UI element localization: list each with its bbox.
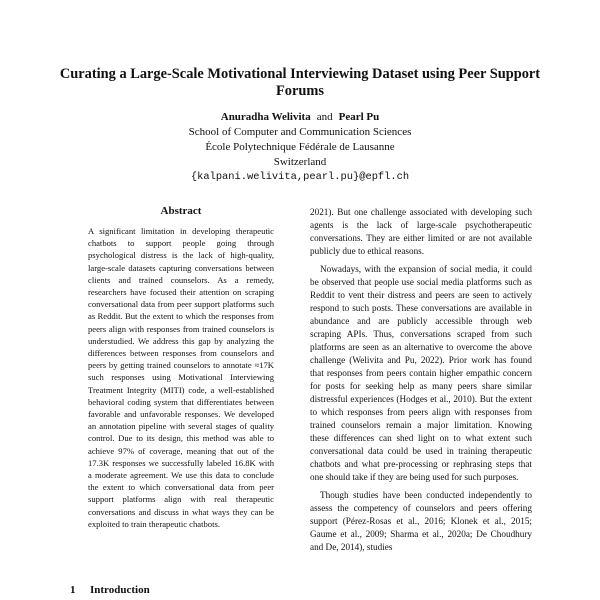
section-heading-introduction bbox=[70, 584, 150, 596]
section-number: 1 bbox=[70, 584, 76, 596]
author-names bbox=[40, 110, 560, 125]
paragraph-prior-studies: Though studies have been conducted independently to assess the competency of counselors and peers offering support (Pérez-Rosas et al., 2016; Klonek et al., 2015; Gaume et al., 2009; Sharma et al., 2020a; De Choudhury and De, 2014), studies bbox=[310, 490, 532, 552]
affiliation-line-2: École Polytechnique Fédérale de Lausanne bbox=[205, 141, 395, 153]
paragraph-continued: 2021). But one challenge associated with developing such agents is the lack of large-scale psychotherapeutic conversations. They are either limited or are not available publicly due to ethical reasons. bbox=[310, 207, 532, 256]
section-title: Introduction bbox=[90, 584, 150, 596]
paragraph-social-media: Nowadays, with the expansion of social media, it could be observed that people use social media platforms such as Reddit to vent their distress and peers are seen to actively respond to such posts. These conversations are available in abundance and are publicly accessible through web scraping APIs. Thus, conversations scraped from such platforms are seen as an alternative to overcome the above challenge (Welivita and Pu, 2022). Prior work has found that responses from peers contain higher empathic concern for posts for seeking help as many peers share similar distressful experiences (Hodges et al., 2010). But the extent to which responses from peers align with responses from trained counselors remain a major limitation. Knowing these differences can shed light on to what extent such conversational data could be used in training therapeutic chatbots and what pre-processing or rephrasing steps that one should take if they are being used for such purposes. bbox=[310, 264, 532, 482]
author-block bbox=[40, 110, 560, 185]
abstract-heading: Abstract bbox=[160, 205, 202, 217]
affiliation-line-3: Switzerland bbox=[273, 156, 327, 168]
affiliation-line-1: School of Computer and Communication Sciences bbox=[188, 126, 412, 138]
paper-title: Curating a Large-Scale Motivational Interviewing Dataset using Peer Support Forums bbox=[59, 66, 541, 99]
right-column bbox=[310, 206, 532, 600]
author-email: {kalpani.welivita,pearl.pu}@epfl.ch bbox=[190, 171, 410, 183]
abstract-text: A significant limitation in developing therapeutic chatbots to support people going through psychological distress is the lack of high-quality, large-scale datasets capturing conversations between clients and trained counselors. As a remedy, researchers have focused their attention on scraping conversational data from peer support platforms such as Reddit. But the extent to which the responses from peers align with responses from trained counselors is understudied. We address this gap by analyzing the differences between responses from counselors and peers by getting trained counselors to annotate ≈17K such responses using Motivational Interviewing Treatment Integrity (MITI) code, a well-established behavioral coding system that differentiates between favorable and unfavorable responses. We developed an annotation pipeline with several stages of quality control. Due to its design, this method was able to achieve 97% of coverage, meaning that out of the 17.3K responses we successfully labeled 16.8K with a moderate agreement. We use this data to conclude the extent to which conversational data from peer support platforms align with real therapeutic conversations and discuss in what ways they can be exploited to train therapeutic chatbots. bbox=[88, 226, 274, 529]
author-1: Anuradha Welivita bbox=[220, 111, 311, 123]
author-2: Pearl Pu bbox=[338, 111, 380, 123]
author-conjunction: and bbox=[316, 111, 333, 123]
